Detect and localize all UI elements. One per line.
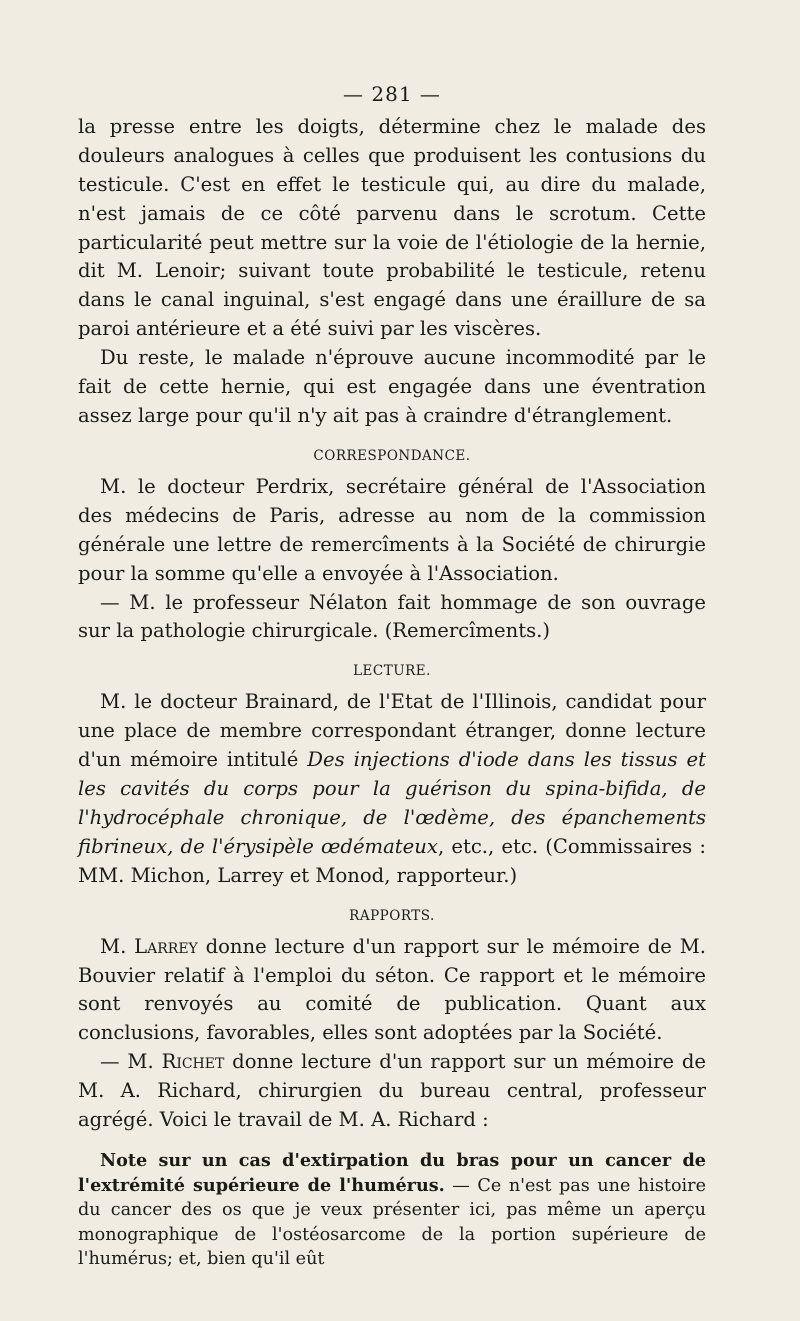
larrey-m: M. <box>100 934 135 958</box>
note-text: — Ce n'est pas une histoire du cancer des os que je veux présenter ici, pas même un aperçu monographique de l'ostéosarcome de la portion supérieure de l'humérus; et, bien qu'il eût <box>78 1175 707 1269</box>
heading-correspondance: CORRESPONDANCE. <box>313 447 471 464</box>
richet-text: donne lecture d'un rapport sur un mémoire de M. A. Richard, chirurgien du bureau central, professeur agrégé. Voici le travail de M. A. Richard : <box>78 1050 707 1132</box>
note-title: Note sur un cas d'extirpation du bras pour un cancer de l'extrémité supérieure de l'humérus. <box>78 1150 706 1196</box>
brainard-text-start: M. le docteur Brainard, de l'Etat de l'Illinois, candidat pour une place de membre correspondant étranger, donne lecture d'un mémoire intitulé <box>78 690 706 772</box>
paragraph-richet <box>78 1048 706 1135</box>
paragraph-hernie: la presse entre les doigts, détermine chez le malade des douleurs analogues à celles que produisent les contusions du testicule. C'est en effet le testicule qui, au dire du malade, n'est jamais de ce côté parvenu dans le scrotum. Cette particularité peut mettre sur la voie de l'étiologie de la hernie, dit M. Lenoir; suivant toute probabilité le testicule, retenu dans le canal inguinal, s'est engagé dans une éraillure de sa paroi antérieure et a été suivi par les viscères. <box>78 114 706 341</box>
memoir-title: Des injections d'iode dans les tissus et les cavités du corps pour la guérison du spina-bifida, de l'hydrocéphale chronique, de l'œdème, des épanchements fibrineux, de l'érysipèle œdémateux <box>78 748 707 858</box>
page-number: — 281 — <box>343 82 441 106</box>
paragraph-du-reste: Du reste, le malade n'éprouve aucune incommodité par le fait de cette hernie, qui est engagée dans une éventration assez large pour qu'il n'y ait pas à craindre d'étranglement. <box>78 346 706 427</box>
richet-name: Richet <box>161 1050 225 1074</box>
paragraph-note <box>78 1149 706 1272</box>
heading-rapports: RAPPORTS. <box>349 907 435 924</box>
richet-dash: — M. <box>100 1050 162 1074</box>
paragraph-nelaton: — M. le professeur Nélaton fait hommage de son ouvrage sur la pathologie chirurgicale. (Remercîments.) <box>78 590 706 643</box>
page-content <box>78 80 706 1272</box>
larrey-text: donne lecture d'un rapport sur le mémoire de M. Bouvier relatif à l'emploi du séton. Ce rapport et le mémoire sont renvoyés au comité de publication. Quant aux conclusions, favorables, elles sont adoptées par la Société. <box>78 934 706 1045</box>
paragraph-perdrix: M. le docteur Perdrix, secrétaire général de l'Association des médecins de Paris, adresse au nom de la commission générale une lettre de remercîments à la Société de chirurgie pour la somme qu'elle a envoyée à l'Association. <box>78 474 706 585</box>
paragraph-larrey <box>78 933 706 1049</box>
paragraph-brainard <box>78 688 706 890</box>
larrey-name: Larrey <box>134 934 198 958</box>
brainard-text-end: , etc., etc. (Commissaires : MM. Michon, Larrey et Monod, rapporteur.) <box>78 834 706 887</box>
heading-lecture: LECTURE. <box>353 663 431 680</box>
